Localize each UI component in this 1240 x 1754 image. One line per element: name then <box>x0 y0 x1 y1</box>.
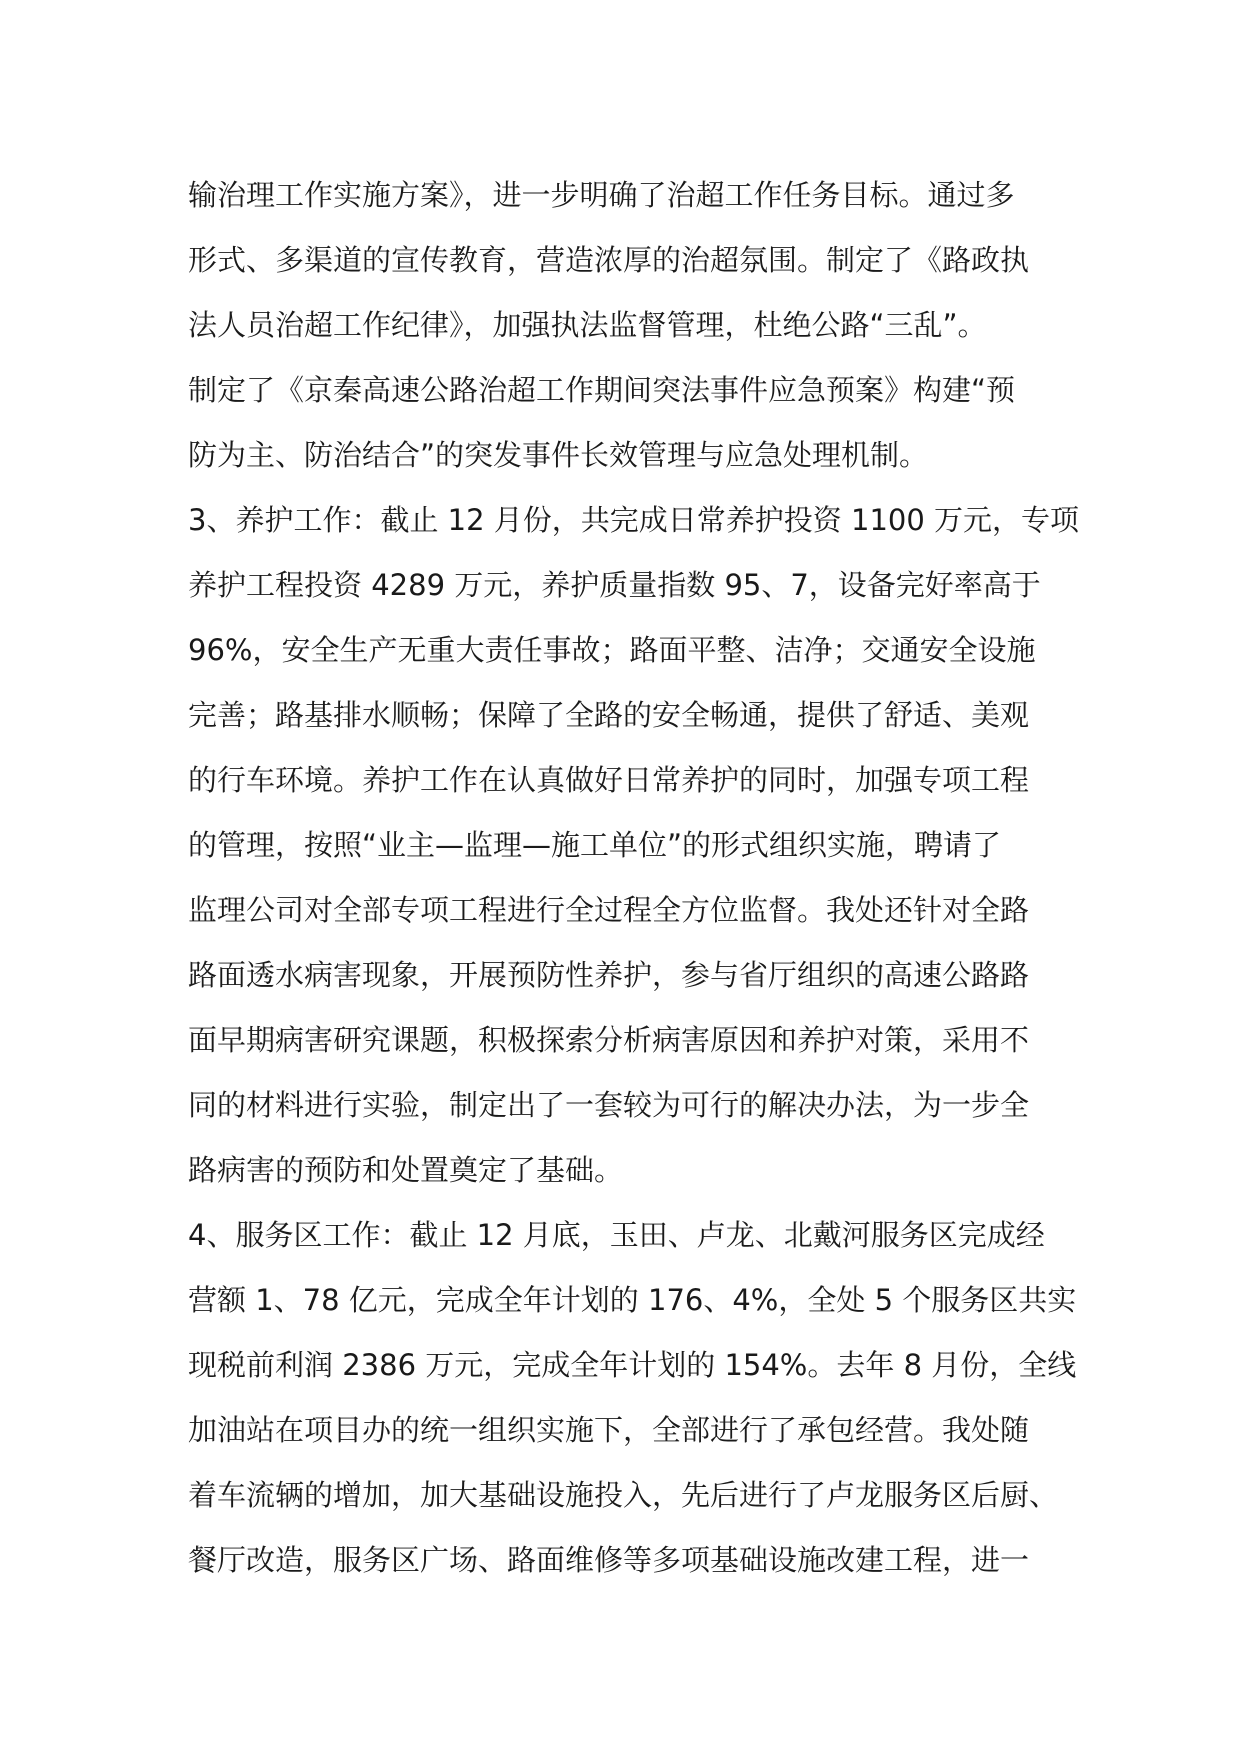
text-line: 输治理工作实施方案》，进一步明确了治超工作任务目标。通过多 <box>188 178 1015 212</box>
text-line: 现税前利润 2386 万元，完成全年计划的 154%。去年 8 月份，全线 <box>188 1348 1077 1382</box>
text-line: 3、养护工作：截止 12 月份，共完成日常养护投资 1100 万元，专项 <box>188 503 1080 537</box>
text-line: 形式、多渠道的宣传教育，营造浓厚的治超氛围。制定了《路政执 <box>188 243 1030 277</box>
text-line: 同的材料进行实验，制定出了一套较为可行的解决办法，为一步全 <box>188 1088 1030 1122</box>
text-line: 路病害的预防和处置奠定了基础。 <box>188 1153 624 1187</box>
text-line: 96%，安全生产无重大责任事故；路面平整、洁净；交通安全设施 <box>188 633 1036 667</box>
text-line: 营额 1、78 亿元，完成全年计划的 176、4%，全处 5 个服务区共实 <box>188 1283 1077 1317</box>
text-line: 的行车环境。养护工作在认真做好日常养护的同时，加强专项工程 <box>188 763 1030 797</box>
text-line: 监理公司对全部专项工程进行全过程全方位监督。我处还针对全路 <box>188 893 1030 927</box>
text-line: 4、服务区工作：截止 12 月底，玉田、卢龙、北戴河服务区完成经 <box>188 1218 1045 1252</box>
text-line: 养护工程投资 4289 万元，养护质量指数 95、7，设备完好率高于 <box>188 568 1041 602</box>
text-line: 加油站在项目办的统一组织实施下，全部进行了承包经营。我处随 <box>188 1413 1030 1447</box>
text-line: 路面透水病害现象，开展预防性养护，参与省厅组织的高速公路路 <box>188 958 1030 992</box>
text-line: 制定了《京秦高速公路治超工作期间突法事件应急预案》构建“预 <box>188 373 1016 407</box>
document-body <box>188 163 1080 1593</box>
text-line: 完善；路基排水顺畅；保障了全路的安全畅通，提供了舒适、美观 <box>188 698 1030 732</box>
text-line: 面早期病害研究课题，积极探索分析病害原因和养护对策，采用不 <box>188 1023 1030 1057</box>
text-line: 的管理，按照“业主—监理—施工单位”的形式组织实施，聘请了 <box>188 828 1002 862</box>
text-line: 餐厅改造，服务区广场、路面维修等多项基础设施改建工程，进一 <box>188 1543 1030 1577</box>
text-line: 着车流辆的增加，加大基础设施投入，先后进行了卢龙服务区后厨、 <box>188 1478 1059 1512</box>
text-line: 防为主、防治结合”的突发事件长效管理与应急处理机制。 <box>188 438 929 472</box>
text-line: 法人员治超工作纪律》，加强执法监督管理，杜绝公路“三乱”。 <box>188 308 987 342</box>
